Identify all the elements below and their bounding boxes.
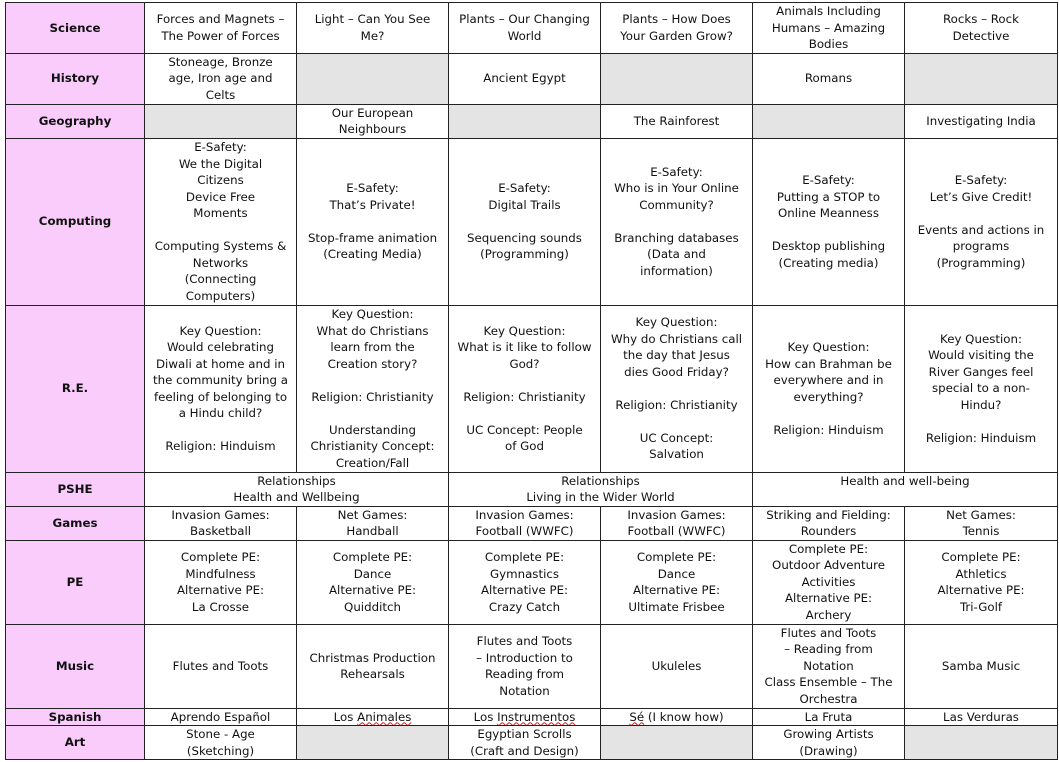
cell-geography-4: The Rainforest <box>601 104 753 138</box>
cell-pe-4: Complete PE: Dance Alternative PE: Ultimate Frisbee <box>601 540 753 624</box>
subject-music: Music <box>6 624 145 708</box>
cell-games-3: Invasion Games: Football (WWFC) <box>449 506 601 540</box>
subject-pshe: PSHE <box>6 472 145 506</box>
cell-pe-3: Complete PE: Gymnastics Alternative PE: Crazy Catch <box>449 540 601 624</box>
cell-pe-1: Complete PE: Mindfulness Alternative PE: La Crosse <box>145 540 297 624</box>
cell-art-4 <box>601 726 753 760</box>
cell-pshe-block-1: Relationships Health and Wellbeing <box>145 472 449 506</box>
cell-re-2: Key Question: What do Christians learn from the Creation story? Religion: Christianity Understanding Christianity Concept: Creation/Fall <box>297 305 449 472</box>
cell-pe-5: Complete PE: Outdoor Adventure Activities Alternative PE: Archery <box>753 540 905 624</box>
cell-computing-5: E-Safety: Putting a STOP to Online Meanness Desktop publishing (Creating media) <box>753 138 905 305</box>
cell-history-6 <box>905 53 1058 104</box>
cell-geography-3 <box>449 104 601 138</box>
subject-history: History <box>6 53 145 104</box>
row-history <box>6 53 1058 104</box>
cell-re-3: Key Question: What is it like to follow God? Religion: Christianity UC Concept: People of God <box>449 305 601 472</box>
cell-spanish-6: Las Verduras <box>905 708 1058 726</box>
row-re <box>6 305 1058 472</box>
cell-spanish-2-word: Animales <box>357 709 412 724</box>
cell-spanish-4 <box>601 708 753 726</box>
cell-games-5: Striking and Fielding: Rounders <box>753 506 905 540</box>
curriculum-table <box>5 2 1058 760</box>
cell-spanish-2-prefix: Los <box>333 709 358 724</box>
cell-pshe-block-2: Relationships Living in the Wider World <box>449 472 753 506</box>
cell-science-1: Forces and Magnets – The Power of Forces <box>145 3 297 54</box>
cell-games-2: Net Games: Handball <box>297 506 449 540</box>
cell-history-5: Romans <box>753 53 905 104</box>
row-games <box>6 506 1058 540</box>
cell-spanish-1: Aprendo Español <box>145 708 297 726</box>
subject-re: R.E. <box>6 305 145 472</box>
cell-music-6: Samba Music <box>905 624 1058 708</box>
cell-games-1: Invasion Games: Basketball <box>145 506 297 540</box>
subject-spanish: Spanish <box>6 708 145 726</box>
row-spanish <box>6 708 1058 726</box>
subject-computing: Computing <box>6 138 145 305</box>
cell-history-2 <box>297 53 449 104</box>
cell-spanish-3-prefix: Los <box>473 709 498 724</box>
cell-re-4: Key Question: Why do Christians call the day that Jesus dies Good Friday? Religion: Christianity UC Concept: Salvation <box>601 305 753 472</box>
cell-computing-2: E-Safety: That’s Private! Stop-frame animation (Creating Media) <box>297 138 449 305</box>
cell-art-1: Stone - Age (Sketching) <box>145 726 297 760</box>
cell-music-5: Flutes and Toots – Reading from Notation Class Ensemble – The Orchestra <box>753 624 905 708</box>
row-computing <box>6 138 1058 305</box>
row-science <box>6 3 1058 54</box>
cell-art-5: Growing Artists (Drawing) <box>753 726 905 760</box>
cell-spanish-4-suffix: (I know how) <box>644 709 724 724</box>
cell-science-4: Plants – How Does Your Garden Grow? <box>601 3 753 54</box>
cell-computing-3: E-Safety: Digital Trails Sequencing sounds (Programming) <box>449 138 601 305</box>
cell-music-4: Ukuleles <box>601 624 753 708</box>
subject-science: Science <box>6 3 145 54</box>
cell-geography-1 <box>145 104 297 138</box>
cell-pe-2: Complete PE: Dance Alternative PE: Quidditch <box>297 540 449 624</box>
cell-re-5: Key Question: How can Brahman be everywhere and in everything? Religion: Hinduism <box>753 305 905 472</box>
cell-music-1: Flutes and Toots <box>145 624 297 708</box>
cell-art-3: Egyptian Scrolls (Craft and Design) <box>449 726 601 760</box>
cell-games-6: Net Games: Tennis <box>905 506 1058 540</box>
cell-computing-1: E-Safety: We the Digital Citizens Device Free Moments Computing Systems & Networks (Connecting Computers) <box>145 138 297 305</box>
cell-science-5: Animals Including Humans – Amazing Bodies <box>753 3 905 54</box>
cell-art-6 <box>905 726 1058 760</box>
row-pshe <box>6 472 1058 506</box>
cell-games-4: Invasion Games: Football (WWFC) <box>601 506 753 540</box>
cell-pe-6: Complete PE: Athletics Alternative PE: Tri-Golf <box>905 540 1058 624</box>
cell-history-3: Ancient Egypt <box>449 53 601 104</box>
row-art <box>6 726 1058 760</box>
subject-pe: PE <box>6 540 145 624</box>
cell-science-2: Light – Can You See Me? <box>297 3 449 54</box>
cell-spanish-2 <box>297 708 449 726</box>
cell-re-6: Key Question: Would visiting the River Ganges feel special to a non- Hindu? Religion: Hinduism <box>905 305 1058 472</box>
cell-computing-4: E-Safety: Who is in Your Online Community? Branching databases (Data and information) <box>601 138 753 305</box>
cell-geography-6: Investigating India <box>905 104 1058 138</box>
cell-pshe-block-3: Health and well-being <box>753 472 1058 506</box>
cell-spanish-3-word: Instrumentos <box>497 709 576 724</box>
cell-re-1: Key Question: Would celebrating Diwali at home and in the community bring a feeling of belonging to a Hindu child? Religion: Hinduism <box>145 305 297 472</box>
row-geography <box>6 104 1058 138</box>
cell-geography-2: Our European Neighbours <box>297 104 449 138</box>
cell-science-3: Plants – Our Changing World <box>449 3 601 54</box>
cell-music-2: Christmas Production Rehearsals <box>297 624 449 708</box>
subject-art: Art <box>6 726 145 760</box>
cell-geography-5 <box>753 104 905 138</box>
cell-spanish-4-word: Sé <box>629 709 645 724</box>
subject-geography: Geography <box>6 104 145 138</box>
cell-spanish-3 <box>449 708 601 726</box>
row-music <box>6 624 1058 708</box>
cell-history-1: Stoneage, Bronze age, Iron age and Celts <box>145 53 297 104</box>
cell-science-6: Rocks – Rock Detective <box>905 3 1058 54</box>
row-pe <box>6 540 1058 624</box>
cell-history-4 <box>601 53 753 104</box>
cell-computing-6: E-Safety: Let’s Give Credit! Events and actions in programs (Programming) <box>905 138 1058 305</box>
cell-art-2 <box>297 726 449 760</box>
cell-music-3: Flutes and Toots – Introduction to Reading from Notation <box>449 624 601 708</box>
cell-spanish-5: La Fruta <box>753 708 905 726</box>
subject-games: Games <box>6 506 145 540</box>
